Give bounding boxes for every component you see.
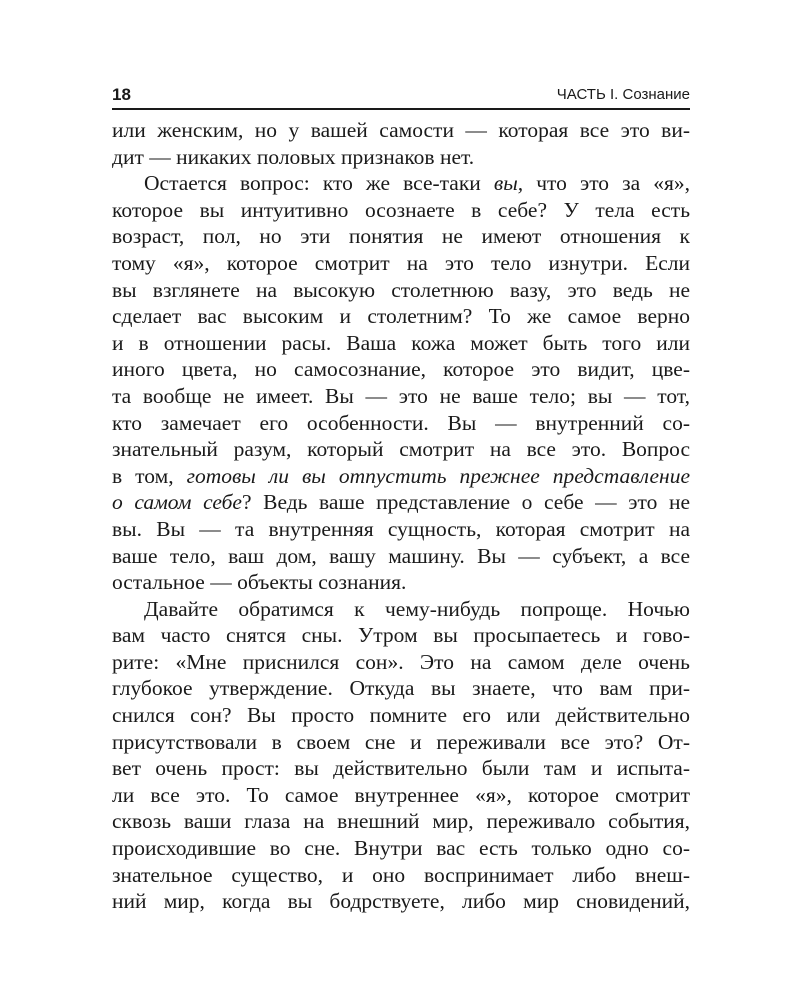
text-segment: ний мир, когда вы бодрствуете, либо мир сновидений, <box>112 889 690 914</box>
text-line <box>112 516 690 543</box>
text-line <box>112 596 690 623</box>
text-segment: которое вы интуитивно осознаете в себе? У тела есть <box>112 197 690 222</box>
text-line <box>112 277 690 304</box>
italic-text: готовы ли вы отпустить прежнее представление <box>186 463 690 488</box>
text-segment: Остается вопрос: кто же все-таки <box>144 171 494 196</box>
text-segment: дит — никаких половых признаков нет. <box>112 144 475 169</box>
text-line <box>112 675 690 702</box>
text-segment: возраст, пол, но эти понятия не имеют отношения к <box>112 224 690 249</box>
text-segment: происходившие во сне. Внутри вас есть только одно со- <box>112 836 690 861</box>
text-segment: присутствовали в своем сне и переживали все это? От- <box>112 729 690 754</box>
text-line <box>112 782 690 809</box>
text-line <box>112 436 690 463</box>
text-line <box>112 702 690 729</box>
text-segment: в том, <box>112 463 187 488</box>
text-line <box>112 862 690 889</box>
text-line <box>112 410 690 437</box>
text-line <box>112 303 690 330</box>
text-segment: кто замечает его особенности. Вы — внутренний со- <box>112 410 690 435</box>
text-segment: знательное существо, и оно воспринимает либо внеш- <box>112 862 690 887</box>
page-number: 18 <box>112 85 131 104</box>
text-segment: рите: «Мне приснился сон». Это на самом деле очень <box>112 649 690 674</box>
text-segment: ваше тело, ваш дом, вашу машину. Вы — субъект, а все <box>112 543 690 568</box>
italic-text: о самом себе <box>112 490 242 515</box>
page-header <box>112 82 690 108</box>
text-segment: и в отношении расы. Ваша кожа может быть того или <box>112 330 690 355</box>
text-segment: вы взглянете на высокую столетнюю вазу, это ведь не <box>112 277 690 302</box>
text-segment: та вообще не имеет. Вы — это не ваше тело; вы — тот, <box>112 383 690 408</box>
text-segment: ли все это. То самое внутреннее «я», которое смотрит <box>112 782 690 807</box>
text-segment: вам часто снятся сны. Утром вы просыпаетесь и гово- <box>112 623 690 648</box>
text-segment: Давайте обратимся к чему-нибудь попроще. Ночью <box>144 596 690 621</box>
text-segment: знательный разум, который смотрит на все это. Вопрос <box>112 437 690 462</box>
text-line <box>112 622 690 649</box>
text-line <box>112 755 690 782</box>
text-line <box>112 144 690 171</box>
text-line <box>112 170 690 197</box>
text-line <box>112 489 690 516</box>
text-segment: иного цвета, но самосознание, которое это видит, цве- <box>112 357 690 382</box>
running-head: ЧАСТЬ I. Сознание <box>556 86 690 103</box>
italic-text: вы, <box>493 171 524 196</box>
text-line <box>112 569 690 596</box>
text-line <box>112 197 690 224</box>
text-line <box>112 223 690 250</box>
text-line <box>112 888 690 915</box>
text-segment: тому «я», которое смотрит на это тело изнутри. Если <box>112 250 690 275</box>
text-segment: вет очень прост: вы действительно были там и испыта- <box>112 756 690 781</box>
text-line <box>112 356 690 383</box>
text-line <box>112 117 690 144</box>
text-segment: или женским, но у вашей самости — которая все это ви- <box>112 118 690 142</box>
text-segment: ? Ведь ваше представление о себе — это не <box>241 490 691 515</box>
text-line <box>112 250 690 277</box>
text-segment: сделает вас высоким и столетним? То же самое верно <box>112 304 690 329</box>
text-segment: снился сон? Вы просто помните его или действительно <box>112 703 690 728</box>
text-line <box>112 649 690 676</box>
text-segment: сквозь ваши глаза на внешний мир, переживало события, <box>112 809 690 834</box>
header-rule <box>112 108 690 110</box>
text-segment: что это за «я», <box>523 171 690 196</box>
text-line <box>112 463 690 490</box>
text-line <box>112 330 690 357</box>
text-segment: остальное — объекты сознания. <box>112 570 407 595</box>
text-line <box>112 543 690 570</box>
body-text <box>112 117 690 915</box>
text-segment: глубокое утверждение. Откуда вы знаете, что вам при- <box>112 676 690 701</box>
text-line <box>112 808 690 835</box>
text-line <box>112 383 690 410</box>
text-line <box>112 729 690 756</box>
text-segment: вы. Вы — та внутренняя сущность, которая смотрит на <box>112 516 690 541</box>
text-line <box>112 835 690 862</box>
